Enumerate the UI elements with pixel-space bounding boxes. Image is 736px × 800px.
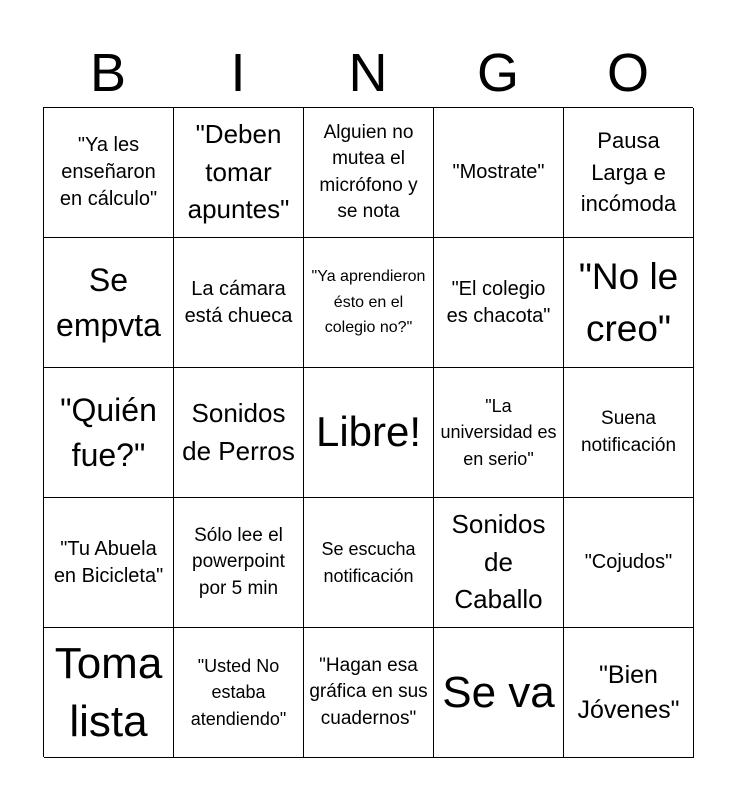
bingo-cell-r2-c2[interactable] [174, 238, 304, 368]
bingo-cell-text: Se escucha notificación [321, 539, 416, 586]
bingo-cell-r4-c1[interactable] [44, 498, 174, 628]
bingo-cell-text: "Deben tomar apuntes" [187, 118, 290, 225]
bingo-cell-r4-c3[interactable] [304, 498, 434, 628]
bingo-cell-text: Se empvta [56, 261, 161, 343]
bingo-cell-text: Suena notificación [580, 408, 677, 456]
free-space-cell[interactable] [304, 368, 434, 498]
bingo-cell-r2-c3[interactable] [304, 238, 434, 368]
bingo-cell-text: Toma lista [54, 639, 163, 746]
bingo-cell-r2-c5[interactable] [564, 238, 694, 368]
header-letter-n: N [348, 43, 388, 103]
bingo-cell-r1-c2[interactable] [174, 108, 304, 238]
bingo-cell-text: "Ya aprendieron ésto en el colegio no?" [311, 268, 426, 337]
bingo-cell-r4-c4[interactable] [434, 498, 564, 628]
bingo-cell-text: "Hagan esa gráfica en sus cuadernos" [309, 655, 428, 729]
bingo-cell-r2-c1[interactable] [44, 238, 174, 368]
bingo-cell-r3-c5[interactable] [564, 368, 694, 498]
bingo-cell-r2-c4[interactable] [434, 238, 564, 368]
bingo-cell-r5-c3[interactable] [304, 628, 434, 758]
bingo-cell-text: "Cojudos" [584, 551, 673, 573]
bingo-cell-text: "Bien Jóvenes" [577, 660, 680, 724]
bingo-cell-r4-c2[interactable] [174, 498, 304, 628]
bingo-cell-text: "Ya les enseñaron en cálculo" [59, 134, 158, 210]
bingo-cell-r1-c1[interactable] [44, 108, 174, 238]
bingo-cell-r5-c4[interactable] [434, 628, 564, 758]
bingo-cell-text: Sonidos de Caballo [451, 508, 546, 615]
header-letter-b: B [89, 43, 127, 103]
bingo-cell-text: "La universidad es en serio" [440, 396, 557, 469]
bingo-cell-r3-c1[interactable] [44, 368, 174, 498]
bingo-cell-r3-c4[interactable] [434, 368, 564, 498]
bingo-cell-r1-c5[interactable] [564, 108, 694, 238]
bingo-cell-text: La cámara está chueca [184, 277, 293, 327]
bingo-cell-text: "Usted No estaba atendiendo" [190, 656, 287, 729]
header-letter-g: G [476, 43, 519, 103]
bingo-cell-text: Alguien no mutea el micrófono y se nota [319, 122, 418, 222]
bingo-cell-text: "No le creo" [578, 256, 679, 349]
bingo-cell-r5-c1[interactable] [44, 628, 174, 758]
bingo-header [43, 40, 693, 106]
bingo-cell-r3-c2[interactable] [174, 368, 304, 498]
bingo-cell-r1-c4[interactable] [434, 108, 564, 238]
bingo-cell-text: Pausa Larga e incómoda [580, 127, 677, 217]
bingo-cell-text: "Quién fue?" [60, 391, 157, 473]
bingo-cell-text: Se va [442, 667, 555, 717]
bingo-cell-text: "Mostrate" [452, 161, 545, 183]
bingo-cell-text: Sólo lee el powerpoint por 5 min [192, 525, 285, 599]
bingo-cell-r1-c3[interactable] [304, 108, 434, 238]
bingo-card-grid [43, 107, 693, 757]
bingo-cell-r5-c2[interactable] [174, 628, 304, 758]
bingo-cell-text: Sonidos de Perros [182, 397, 295, 466]
bingo-cell-text: "El colegio es chacota" [446, 277, 551, 327]
header-letter-i: I [230, 43, 246, 103]
free-space-text: Libre! [315, 408, 422, 456]
bingo-cell-text: "Tu Abuela en Bicicleta" [53, 537, 164, 587]
bingo-cell-r5-c5[interactable] [564, 628, 694, 758]
bingo-cell-r4-c5[interactable] [564, 498, 694, 628]
header-letter-o: O [606, 43, 649, 103]
